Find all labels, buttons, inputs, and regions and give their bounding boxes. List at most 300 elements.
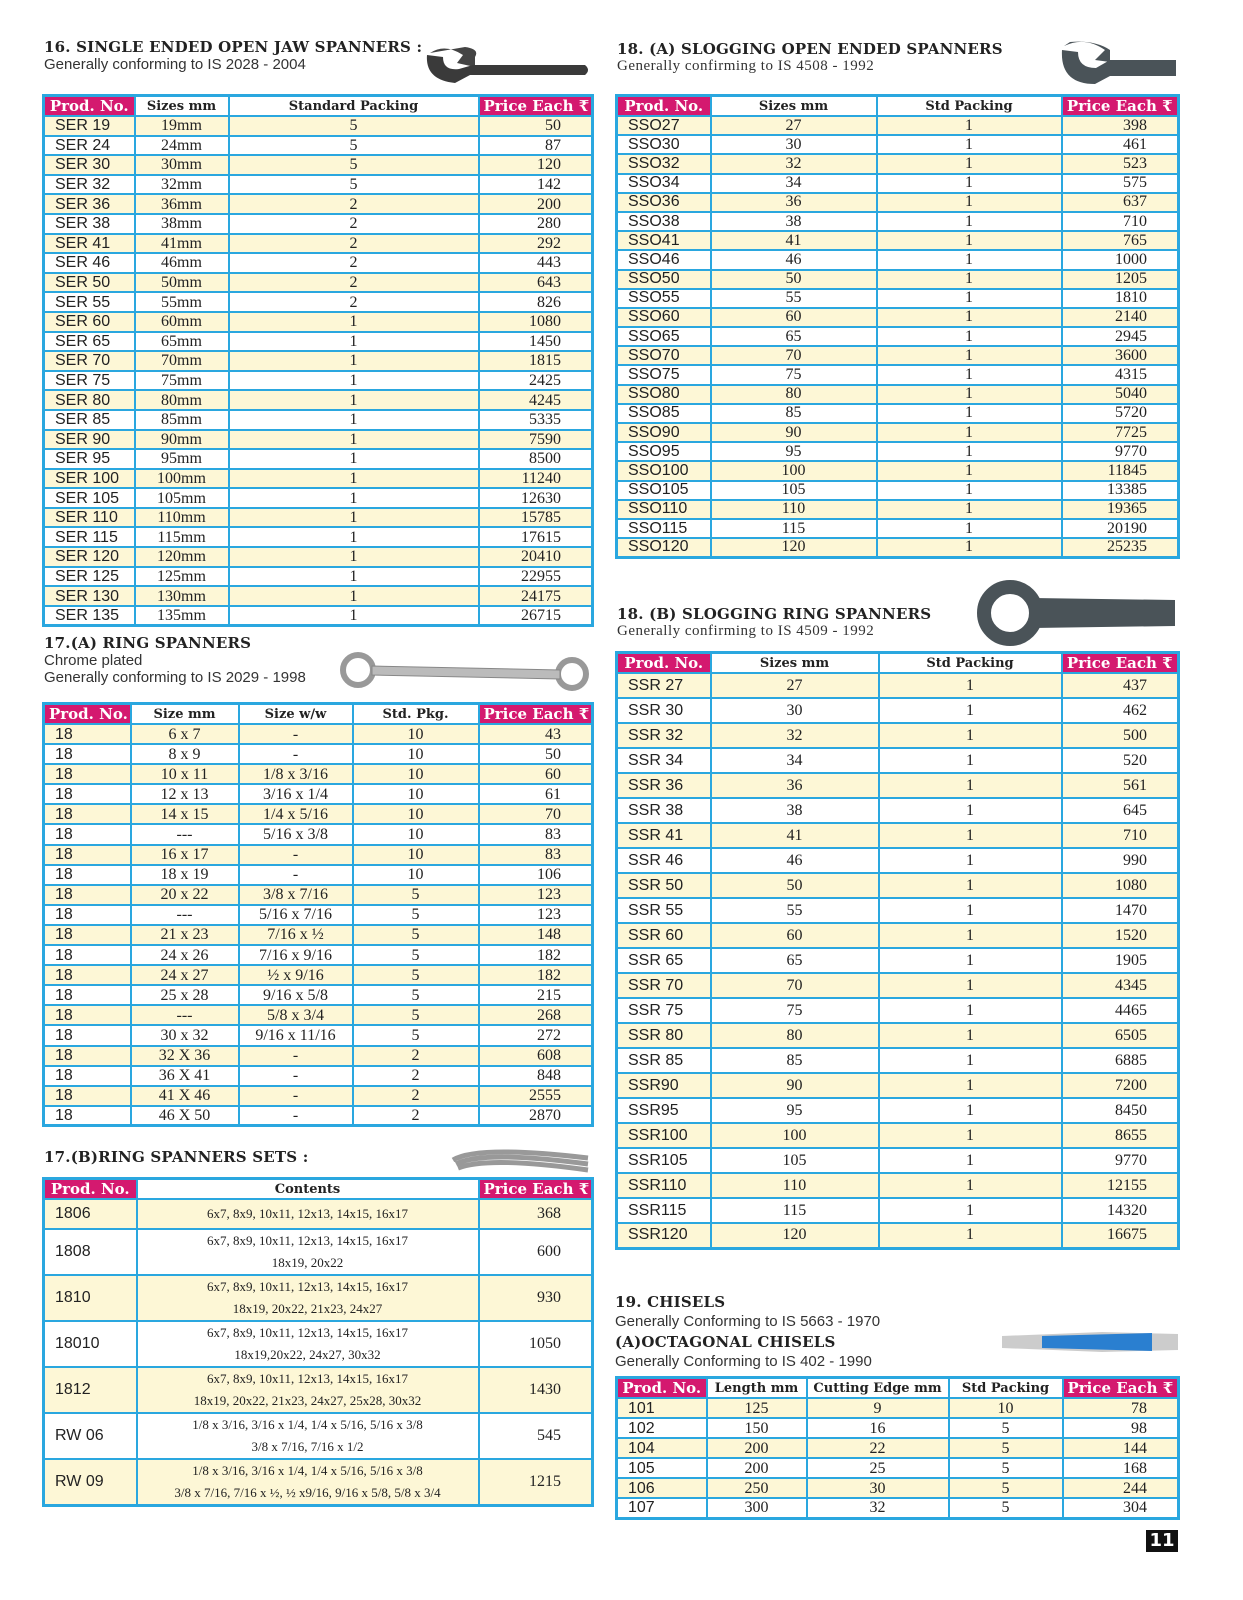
table-cell: 5 [229,175,479,195]
price-cell: 1205 [1062,270,1179,289]
table-row [617,231,1179,250]
price-cell: 2870 [479,1106,593,1126]
price-cell: 280 [479,214,593,234]
table-row [617,1498,1179,1518]
price-cell: 16675 [1062,1223,1179,1248]
product-number-cell: SSO27 [617,116,711,135]
table-cell: - [239,744,353,764]
table-row [617,898,1179,923]
contents-line: 18x19, 20x22 [271,1255,344,1270]
product-number-cell: SSR 75 [617,998,711,1023]
price-cell: 8655 [1062,1123,1179,1148]
price-cell: 561 [1062,773,1179,798]
table-row [44,824,593,844]
table-cell [137,1229,479,1275]
table-row [617,154,1179,173]
table-cell: 46mm [135,253,229,273]
table-cell: 32 [807,1498,949,1518]
table-cell: 150 [707,1418,807,1438]
contents-line: 6x7, 8x9, 10x11, 12x13, 14x15, 16x17 [206,1279,409,1294]
product-number-cell: SSR 30 [617,698,711,723]
table-cell: 6 x 7 [131,724,239,744]
product-number-cell: SSO41 [617,231,711,250]
table-cell: 130mm [135,586,229,606]
column-header: Std Packing [877,96,1062,117]
table-cell: 1 [877,231,1062,250]
product-number-cell: 18 [44,1005,131,1025]
table-cell: 1 [229,527,479,547]
table-row [44,253,593,273]
table-row [44,430,593,450]
price-cell: 17615 [479,527,593,547]
column-header: Prod. No. [44,96,135,117]
price-cell: 368 [479,1199,593,1229]
table-cell: 2 [229,253,479,273]
table-cell: 2 [353,1086,479,1106]
product-number-cell: 1806 [44,1199,137,1229]
column-header: Std Packing [949,1378,1063,1399]
table-row [44,1275,593,1321]
product-number-cell: SER 19 [44,116,135,136]
table-row [617,519,1179,538]
table-cell: 70mm [135,351,229,371]
table-cell: 10 x 11 [131,764,239,784]
contents-line: 18x19, 20x22, 21x23, 24x27 [232,1301,383,1316]
price-cell: 19365 [1062,500,1179,519]
price-cell: 4345 [1062,973,1179,998]
table-cell: 110mm [135,508,229,528]
product-number-cell: 18 [44,784,131,804]
product-number-cell: SSO100 [617,461,711,480]
table-cell: 55 [711,289,877,308]
table-cell [137,1459,479,1506]
slogging-ring-spanners-table [615,651,1180,1250]
product-number-cell: 1812 [44,1367,137,1413]
table-cell: 1 [229,449,479,469]
product-number-cell: SER 24 [44,136,135,156]
table-cell: 1 [229,567,479,587]
price-cell: 215 [479,985,593,1005]
table-row [44,724,593,744]
table-row [617,1398,1179,1418]
price-cell: 520 [1062,748,1179,773]
table-row [617,1478,1179,1498]
price-cell: 710 [1062,823,1179,848]
table-row [617,1458,1179,1478]
table-cell: 1 [877,500,1062,519]
price-cell: 930 [479,1275,593,1321]
column-header: Price Each ₹ [479,704,593,725]
table-cell: 1 [879,848,1062,873]
table-cell: 1 [879,673,1062,698]
header-row [44,704,593,725]
product-number-cell: 104 [617,1438,707,1458]
price-cell: 7200 [1062,1073,1179,1098]
table-row [44,116,593,136]
table-row [617,798,1179,823]
price-cell: 1080 [1062,873,1179,898]
table-row [44,194,593,214]
table-row [617,423,1179,442]
column-header: Prod. No. [44,1179,137,1200]
price-cell: 4245 [479,390,593,410]
table-cell: 32mm [135,175,229,195]
table-cell: 30 [711,698,879,723]
table-cell: 95mm [135,449,229,469]
price-cell: 710 [1062,212,1179,231]
table-cell: 1 [879,1023,1062,1048]
table-cell: 110 [711,1173,879,1198]
price-cell: 7590 [479,430,593,450]
product-number-cell: SSO80 [617,385,711,404]
product-number-cell: SSO90 [617,423,711,442]
ring-spanner-icon [340,652,592,692]
product-number-cell: SSO75 [617,365,711,384]
column-header: Std. Pkg. [353,704,479,725]
table-cell: 115 [711,519,877,538]
price-cell: 2555 [479,1086,593,1106]
price-cell: 20190 [1062,519,1179,538]
table-cell: 2 [229,214,479,234]
column-header: Prod. No. [617,653,711,674]
product-number-cell: SER 95 [44,449,135,469]
price-cell: 268 [479,1005,593,1025]
price-cell: 6505 [1062,1023,1179,1048]
table-row [617,193,1179,212]
table-cell: 120 [711,1223,879,1248]
table-cell: 1 [229,488,479,508]
table-cell: 135mm [135,606,229,626]
product-number-cell: SSO65 [617,327,711,346]
section-subtitle: Generally confirming to IS 4508 - 1992 [617,58,875,74]
table-row [44,1005,593,1025]
table-row [44,527,593,547]
table-row [44,449,593,469]
price-cell: 1080 [479,312,593,332]
product-number-cell: SER 90 [44,430,135,450]
section-title: 18. (A) SLOGGING OPEN ENDED SPANNERS [617,40,1003,58]
contents-line: 18x19, 20x22, 21x23, 24x27, 25x28, 30x32 [193,1393,422,1408]
price-cell: 50 [479,116,593,136]
price-cell: 6885 [1062,1048,1179,1073]
table-cell: 5 [949,1438,1063,1458]
table-cell: 41 X 46 [131,1086,239,1106]
product-number-cell: SSR 50 [617,873,711,898]
price-cell: 9770 [1062,1148,1179,1173]
table-cell: 46 X 50 [131,1106,239,1126]
table-cell: 5/16 x 3/8 [239,824,353,844]
table-cell: 1 [877,442,1062,461]
product-number-cell: SSR 41 [617,823,711,848]
table-cell: 1 [229,606,479,626]
contents-line: 6x7, 8x9, 10x11, 12x13, 14x15, 16x17 [206,1371,409,1386]
table-cell: 5 [353,885,479,905]
table-cell: 80mm [135,390,229,410]
product-number-cell: SER 100 [44,469,135,489]
product-number-cell: 1808 [44,1229,137,1275]
table-row [617,385,1179,404]
table-row [44,175,593,195]
table-cell: 1 [879,1148,1062,1173]
product-number-cell: 18 [44,1066,131,1086]
price-cell: 5720 [1062,404,1179,423]
price-cell: 12630 [479,488,593,508]
product-number-cell: SSO50 [617,270,711,289]
table-cell [137,1367,479,1413]
product-number-cell: SSR 60 [617,923,711,948]
table-row [617,174,1179,193]
open-jaw-spanner-icon [425,45,593,90]
table-row [44,214,593,234]
product-number-cell: RW 09 [44,1459,137,1506]
table-cell: 120 [711,538,877,557]
column-header: Price Each ₹ [479,1179,593,1200]
table-row [44,905,593,925]
table-row [617,823,1179,848]
table-cell: - [239,1046,353,1066]
price-cell: 3600 [1062,346,1179,365]
table-cell: 36 [711,193,877,212]
table-row [44,1321,593,1367]
ring-spanner-sets-table [42,1177,594,1507]
table-cell: 90 [711,423,877,442]
price-cell: 608 [479,1046,593,1066]
single-ended-spanners-table [42,94,594,627]
table-cell: 5/16 x 7/16 [239,905,353,925]
price-cell: 22955 [479,567,593,587]
table-cell: 32 X 36 [131,1046,239,1066]
price-cell: 123 [479,885,593,905]
product-number-cell: 18 [44,804,131,824]
table-cell: 46 [711,250,877,269]
price-cell: 8450 [1062,1098,1179,1123]
table-cell [137,1275,479,1321]
table-row [44,1413,593,1459]
product-number-cell: 18 [44,965,131,985]
product-number-cell: SER 36 [44,194,135,214]
table-cell: 10 [353,865,479,885]
table-cell: 30mm [135,155,229,175]
table-cell: 27 [711,116,877,135]
table-cell: 60 [711,923,879,948]
table-cell: 1 [877,308,1062,327]
price-cell: 545 [479,1413,593,1459]
table-cell: 7/16 x 9/16 [239,945,353,965]
table-cell: 1 [879,798,1062,823]
section-title: 19. CHISELS [615,1293,726,1311]
table-row [44,469,593,489]
table-cell: 85mm [135,410,229,430]
price-cell: 15785 [479,508,593,528]
table-cell: 30 x 32 [131,1025,239,1045]
product-number-cell: SER 120 [44,547,135,567]
product-number-cell: SSR 38 [617,798,711,823]
table-cell: 1 [877,212,1062,231]
column-header: Size mm [131,704,239,725]
table-row [617,1073,1179,1098]
price-cell: 24175 [479,586,593,606]
price-cell: 500 [1062,723,1179,748]
product-number-cell: SSO34 [617,174,711,193]
table-row [617,1123,1179,1148]
table-row [617,923,1179,948]
price-cell: 123 [479,905,593,925]
table-row [617,848,1179,873]
column-header: Sizes mm [711,96,877,117]
table-cell: --- [131,905,239,925]
table-cell: 9 [807,1398,949,1418]
section-subtitle: Chrome plated [44,652,143,669]
product-number-cell: SER 30 [44,155,135,175]
table-cell: 75 [711,365,877,384]
table-row [617,1023,1179,1048]
table-cell: 10 [353,724,479,744]
product-number-cell: SER 60 [44,312,135,332]
table-row [617,404,1179,423]
table-row [44,1459,593,1506]
table-cell: 9/16 x 11/16 [239,1025,353,1045]
table-row [617,538,1179,557]
table-cell: 80 [711,1023,879,1048]
product-number-cell: SSO55 [617,289,711,308]
price-cell: 600 [479,1229,593,1275]
table-row [617,723,1179,748]
section-subtitle: Generally Conforming to IS 402 - 1990 [615,1353,872,1370]
product-number-cell: SER 70 [44,351,135,371]
section-subtitle: Generally conforming to IS 2029 - 1998 [44,669,306,686]
section-title: 17.(A) RING SPANNERS [44,634,252,652]
table-cell: 50 [711,270,877,289]
price-cell: 848 [479,1066,593,1086]
table-cell: 1 [879,1048,1062,1073]
table-row [44,1367,593,1413]
product-number-cell: SSR 34 [617,748,711,773]
price-cell: 2425 [479,371,593,391]
table-row [617,346,1179,365]
table-cell: 95 [711,1098,879,1123]
product-number-cell: SSR115 [617,1198,711,1223]
table-cell: 34 [711,174,877,193]
table-cell: 24 x 27 [131,965,239,985]
table-cell: 1 [229,469,479,489]
table-row [617,270,1179,289]
table-cell: 1 [229,351,479,371]
product-number-cell: 18 [44,764,131,784]
table-row [44,234,593,254]
table-cell: 24mm [135,136,229,156]
table-row [44,1046,593,1066]
table-cell: 80 [711,385,877,404]
table-row [44,865,593,885]
product-number-cell: 18010 [44,1321,137,1367]
section-16 [44,38,422,73]
table-cell: 200 [707,1458,807,1478]
column-header: Standard Packing [229,96,479,117]
contents-line: 1/8 x 3/16, 3/16 x 1/4, 1/4 x 5/16, 5/16 x 3/8 [192,1417,423,1432]
table-cell: 1 [229,410,479,430]
table-row [617,289,1179,308]
table-row [44,586,593,606]
section-18a [617,40,1003,75]
table-row [617,116,1179,135]
product-number-cell: SSR90 [617,1073,711,1098]
table-cell: --- [131,1005,239,1025]
product-number-cell: 18 [44,744,131,764]
price-cell: 13385 [1062,481,1179,500]
price-cell: 8500 [479,449,593,469]
table-cell [137,1321,479,1367]
table-row [617,250,1179,269]
price-cell: 643 [479,273,593,293]
table-row [617,135,1179,154]
table-row [617,748,1179,773]
table-cell: 75mm [135,371,229,391]
price-cell: 12155 [1062,1173,1179,1198]
table-cell: 1 [879,898,1062,923]
table-row [44,764,593,784]
table-cell: 19mm [135,116,229,136]
column-header: Price Each ₹ [1063,1378,1179,1399]
page-number: 11 [1146,1530,1178,1552]
table-cell: 46 [711,848,879,873]
table-row [617,500,1179,519]
table-cell: 2 [229,234,479,254]
table-cell: 41mm [135,234,229,254]
table-cell: 32 [711,723,879,748]
product-number-cell: SER 41 [44,234,135,254]
table-cell: 1 [877,481,1062,500]
table-cell: 8 x 9 [131,744,239,764]
table-cell: 5 [353,925,479,945]
table-cell: 1 [877,519,1062,538]
table-cell: 1 [879,973,1062,998]
table-cell: 65 [711,948,879,973]
table-cell: 1 [879,1098,1062,1123]
column-header: Cutting Edge mm [807,1378,949,1399]
table-cell: 7/16 x ½ [239,925,353,945]
table-cell: 2 [229,194,479,214]
table-row [44,1066,593,1086]
table-cell: 1 [877,116,1062,135]
table-cell: 10 [353,845,479,865]
price-cell: 1810 [1062,289,1179,308]
table-row [617,1198,1179,1223]
table-cell: 1 [877,193,1062,212]
product-number-cell: 18 [44,1086,131,1106]
table-cell: 1 [879,998,1062,1023]
price-cell: 26715 [479,606,593,626]
table-cell: 1 [877,154,1062,173]
contents-line: 3/8 x 7/16, 7/16 x ½, ½ x9/16, 9/16 x 5/8, 5/8 x 3/4 [174,1485,441,1500]
table-cell: 9/16 x 5/8 [239,985,353,1005]
table-cell: 5 [353,985,479,1005]
product-number-cell: SSR 85 [617,1048,711,1073]
table-row [44,1086,593,1106]
price-cell: 182 [479,965,593,985]
price-cell: 462 [1062,698,1179,723]
table-cell: 1 [879,873,1062,898]
price-cell: 9770 [1062,442,1179,461]
product-number-cell: SER 110 [44,508,135,528]
table-cell: 55mm [135,292,229,312]
price-cell: 106 [479,865,593,885]
table-cell: 10 [949,1398,1063,1418]
price-cell: 60 [479,764,593,784]
table-row [617,481,1179,500]
product-number-cell: 106 [617,1478,707,1498]
price-cell: 144 [1063,1438,1179,1458]
price-cell: 182 [479,945,593,965]
